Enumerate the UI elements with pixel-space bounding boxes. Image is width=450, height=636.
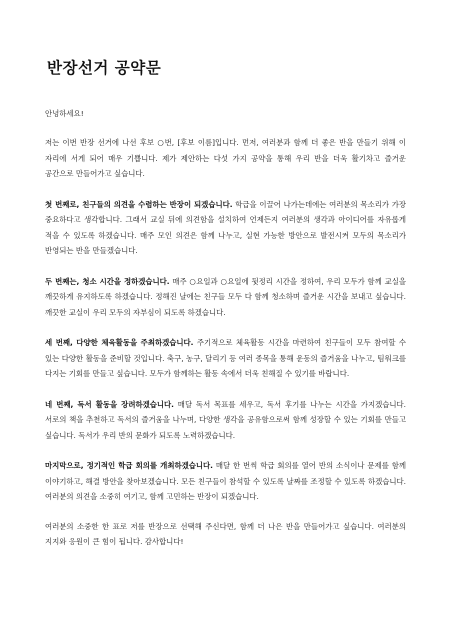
document-title: 반장선거 공약문 xyxy=(47,59,162,77)
pledge-paragraph-1 xyxy=(45,197,406,259)
pledge-heading: 두 번째는, 청소 시간을 정하겠습니다. xyxy=(45,276,170,286)
pledge-body: 매달 한 번씩 학급 회의를 열어 반의 소식이나 문제를 함께 이야기하고, 해결 방안을 찾아보겠습니다. 모든 친구들이 참석할 수 있도록 날짜를 조정할 수 있도록 하겠습니다. 여러분의 의견을 소중히 여기고, 함께 고민하는 반장이 되겠습니다. xyxy=(45,461,406,501)
pledge-heading: 마지막으로, 정기적인 학급 회의를 개최하겠습니다. xyxy=(45,461,213,470)
pledge-paragraph-3 xyxy=(45,335,406,382)
pledge-paragraph-4 xyxy=(45,397,406,444)
pledge-body: 매달 독서 목표를 세우고, 독서 후기를 나누는 시간을 가지겠습니다. 서로의 책을 추천하고 독서의 즐거움을 나누며, 다양한 생각을 공유함으로써 함께 성장할 수 있는 기회를 만들고 싶습니다. 독서가 우리 반의 문화가 되도록 노력하겠습니다. xyxy=(45,399,407,440)
pledge-heading: 세 번째, 다양한 체육활동을 주최하겠습니다. xyxy=(45,338,194,347)
intro-paragraph: 저는 이번 반장 선거에 나선 후보 ○번, [후보 이름]입니다. 먼저, 여러분과 함께 더 좋은 반을 만들기 위해 이 자리에 서게 되어 매우 기쁩니다. 제가 제안하는 다섯 가지 공약을 통해 우리 반을 더욱 활기차고 즐거운 공간으로 만들어가고 싶습니다. xyxy=(45,138,406,178)
pledge-heading: 첫 번째로, 친구들의 의견을 수렴하는 반장이 되겠습니다. xyxy=(45,199,233,209)
closing-paragraph: 여러분의 소중한 한 표로 저를 반장으로 선택해 주신다면, 함께 더 나은 반을 만들어가고 싶습니다. 여러분의 지지와 응원이 큰 힘이 됩니다. 감사합니다! xyxy=(45,521,406,546)
pledge-paragraph-2 xyxy=(45,274,406,321)
pledge-body: 학급을 이끌어 나가는데에는 여러분의 목소리가 가장 중요하다고 생각합니다. 그래서 교실 뒤에 의견함을 설치하여 언제든지 여러분의 생각과 아이디어를 자유롭게 적을 수 있도록 하겠습니다. 매주 모인 의견은 함께 나누고, 실현 가능한 방안으로 발전시켜 모두의 목소리가 반영되는 반을 만들겠습니다. xyxy=(45,199,406,255)
greeting-text: 안녕하세요! xyxy=(45,109,84,118)
pledge-body: 주기적으로 체육활동 시간을 마련하여 친구들이 모두 참여할 수 있는 다양한 활동을 준비할 것입니다. 축구, 농구, 달리기 등 여러 종목을 통해 운동의 즐거움을 나누고, 팀워크를 다지는 기회를 만들고 싶습니다. 모두가 함께하는 활동 속에서 더욱 친해질 수 있기를 바랍니다. xyxy=(45,338,407,378)
pledge-heading: 네 번째, 독서 활동을 장려하겠습니다. xyxy=(45,399,174,409)
pledge-body: 매주 ○요일과 ○요일에 뒷정리 시간을 정하여, 우리 모두가 함께 교실을 깨끗하게 유지하도록 하겠습니다. 정해진 날에는 친구들 모두 다 함께 청소하며 즐거운 시간을 보내고 싶습니다. 깨끗한 교실이 우리 모두의 자부심이 되도록 하겠습니다. xyxy=(45,276,406,317)
pledge-paragraph-5 xyxy=(45,458,406,505)
